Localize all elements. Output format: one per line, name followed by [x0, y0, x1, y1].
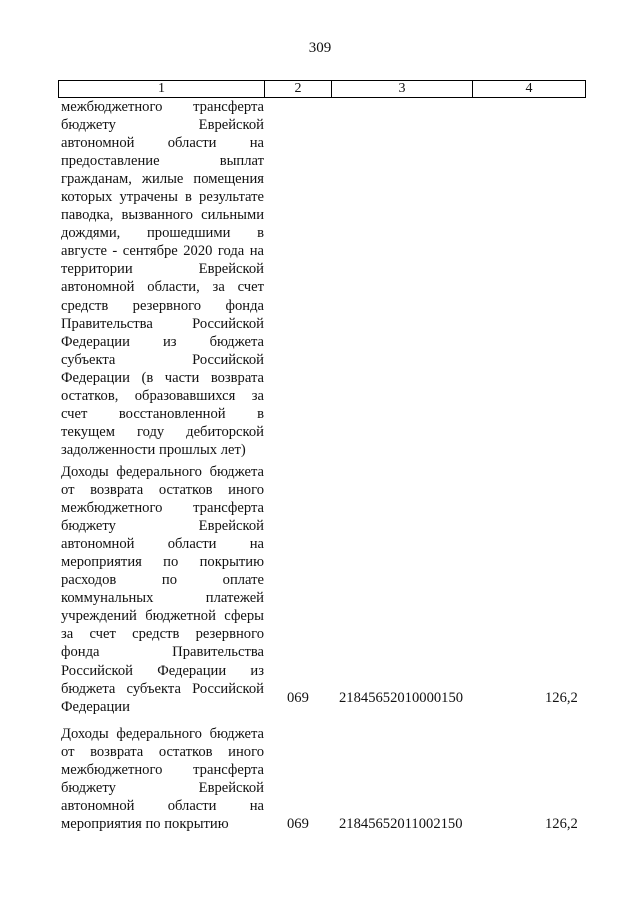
description-line: мероприятия по покрытию	[61, 816, 229, 833]
description-line: Доходы федерального бюджета	[61, 726, 264, 742]
description-line: фонда Правительства	[61, 644, 264, 661]
description-line: средств резервного фонда	[61, 297, 264, 314]
description-line: Федерации из бюджета	[61, 333, 264, 350]
header-col-3: 3	[332, 81, 473, 97]
description-line: счет восстановленной в	[61, 405, 264, 422]
description-line: паводка, вызванного сильными	[61, 207, 264, 224]
description-line: которых утрачены в результате	[61, 189, 264, 206]
description-line: учреждений бюджетной сферы	[61, 608, 264, 625]
description-line: гражданам, жилые помещения	[61, 171, 264, 188]
table-header	[58, 80, 586, 98]
description-line: мероприятия по покрытию	[61, 554, 264, 571]
row-2-amount: 126,2	[545, 690, 578, 706]
description-line: от возврата остатков иного	[61, 482, 264, 499]
description-line: бюджету Еврейской	[61, 117, 264, 134]
description-line: расходов по оплате	[61, 572, 264, 589]
row-3-kbk-code: 21845652011002150	[339, 816, 463, 832]
row-2-admin-code: 069	[287, 690, 309, 706]
description-line: автономной области на	[61, 798, 264, 815]
description-line: автономной области на	[61, 135, 264, 152]
description-line: коммунальных платежей	[61, 590, 264, 607]
row-3-amount: 126,2	[545, 816, 578, 832]
row-description-1	[61, 98, 264, 459]
description-line: автономной области на	[61, 536, 264, 553]
description-line: Федерации	[61, 698, 130, 715]
header-col-1: 1	[59, 81, 265, 97]
description-line: за счет средств резервного	[61, 626, 264, 643]
description-line: Доходы федерального бюджета	[61, 464, 264, 480]
description-line: межбюджетного трансферта	[61, 99, 264, 115]
description-line: задолженности прошлых лет)	[61, 441, 246, 458]
row-description-2	[61, 463, 264, 716]
row-3-admin-code: 069	[287, 816, 309, 832]
description-line: Правительства Российской	[61, 315, 264, 332]
description-line: автономной области, за счет	[61, 279, 264, 296]
description-line: субъекта Российской	[61, 351, 264, 368]
description-line: межбюджетного трансферта	[61, 762, 264, 779]
description-line: остатков, образовавшихся за	[61, 387, 264, 404]
row-2-kbk-code: 21845652010000150	[339, 690, 464, 706]
description-line: бюджету Еврейской	[61, 518, 264, 535]
description-line: бюджету Еврейской	[61, 780, 264, 797]
row-description-3	[61, 725, 264, 833]
page-number: 309	[308, 40, 332, 56]
header-col-4: 4	[525, 81, 533, 96]
header-col-2: 2	[265, 81, 332, 97]
description-line: Федерации (в части возврата	[61, 369, 264, 386]
description-line: текущем году дебиторской	[61, 423, 264, 440]
description-line: предоставление выплат	[61, 153, 264, 170]
description-line: территории Еврейской	[61, 261, 264, 278]
description-line: межбюджетного трансферта	[61, 500, 264, 517]
description-line: августе - сентябре 2020 года на	[61, 243, 264, 260]
description-line: от возврата остатков иного	[61, 744, 264, 761]
description-line: дождями, прошедшими в	[61, 225, 264, 242]
description-line: Российской Федерации из	[61, 662, 264, 679]
description-line: бюджета субъекта Российской	[61, 680, 264, 697]
